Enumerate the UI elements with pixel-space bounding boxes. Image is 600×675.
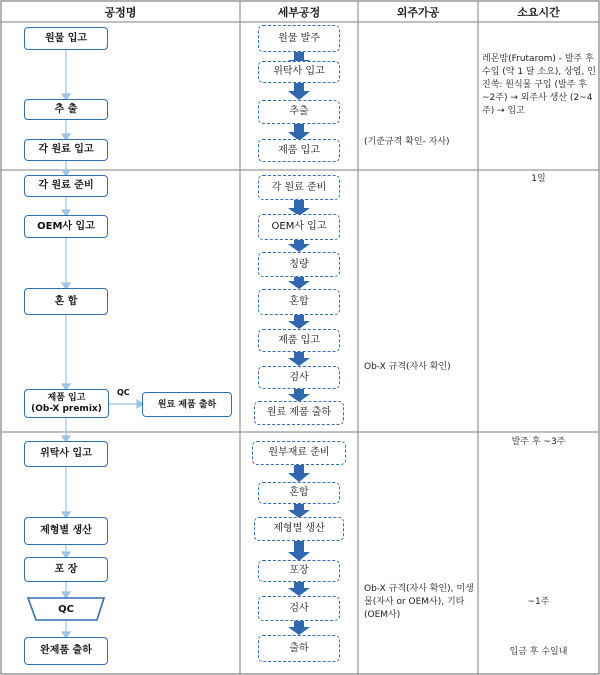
- process-step-final-release: 완제품 출하: [24, 637, 108, 665]
- detail-step-inspection-2: 검사: [258, 596, 340, 621]
- process-step-qc: QC: [58, 603, 74, 615]
- detail-step-product-receipt: 제품 입고: [258, 139, 340, 162]
- process-step-material-receipt: 각 원료 입고: [24, 139, 108, 161]
- detail-step-subsidiary-prep: 원부재료 준비: [252, 441, 346, 465]
- detail-step-oem-receipt: OEM사 입고: [258, 214, 340, 240]
- outsource-note-2: Ob-X 규격(자사 확인): [364, 362, 451, 372]
- header-outsource: 외주가공: [396, 6, 440, 19]
- time-note-3: 발주 후 ~3주: [511, 437, 566, 447]
- process-step-extraction: 추 출: [24, 99, 108, 120]
- detail-step-packaging: 포장: [258, 560, 340, 582]
- detail-step-extraction: 추출: [258, 100, 340, 124]
- product-receipt-sublabel: (Ob-X premix): [31, 403, 102, 414]
- detail-step-weighing: 칭량: [258, 252, 340, 277]
- time-note-4: ~1주: [527, 597, 550, 607]
- product-receipt-label: 제품 입고: [47, 392, 86, 403]
- time-note-2: 1일: [531, 174, 546, 184]
- qc-label: QC: [117, 388, 130, 397]
- process-step-product-receipt: [24, 389, 109, 418]
- outsource-note-1: (기준규격 확인- 자사): [364, 137, 450, 147]
- time-note-5: 입금 후 수일내: [509, 647, 568, 657]
- material-release-box: 원료 제품 출하: [142, 392, 232, 417]
- detail-step-shipment: 출하: [258, 635, 340, 662]
- header-time: 소요시간: [517, 6, 560, 19]
- process-step-mixing: 혼 합: [24, 288, 108, 315]
- detail-step-material-prep: 각 원료 준비: [258, 175, 340, 200]
- detail-step-inspection: 검사: [258, 366, 340, 389]
- process-step-packaging: 포 장: [24, 557, 108, 582]
- process-step-material-prep: 각 원료 준비: [24, 175, 108, 197]
- header-process: 공정명: [104, 6, 137, 19]
- outsource-note-3: Ob-X 규격(자사 확인), 미생물(자사 or OEM사), 기타(OEM사): [364, 584, 474, 620]
- detail-step-material-release: 원료 제품 출하: [254, 401, 344, 425]
- detail-step-consignee-receipt: 위탁사 입고: [258, 61, 340, 83]
- detail-step-order: 원물 발주: [258, 25, 340, 52]
- process-step-formulation: 제형별 생산: [24, 517, 108, 545]
- detail-step-product-receipt-2: 제품 입고: [258, 329, 340, 352]
- detail-step-mixing-2: 혼합: [258, 482, 340, 504]
- process-step-consignee-receipt: 위탁사 입고: [24, 441, 108, 467]
- process-step-oem-receipt: OEM사 입고: [24, 215, 108, 238]
- detail-step-formulation: 제형별 생산: [254, 517, 344, 541]
- time-note-1: 레몬밤(Frutarom) - 발주 후 수입 (약 1 달 소요), 상엽, 인진쑥: 원식물 구입 (발주 후 ~2주) → 외주사 생산 (2~4주) → 입고: [482, 54, 596, 116]
- header-detail: 세부공정: [277, 6, 321, 19]
- detail-step-mixing: 혼합: [258, 289, 340, 315]
- process-step-raw-receipt: 원물 입고: [24, 27, 108, 50]
